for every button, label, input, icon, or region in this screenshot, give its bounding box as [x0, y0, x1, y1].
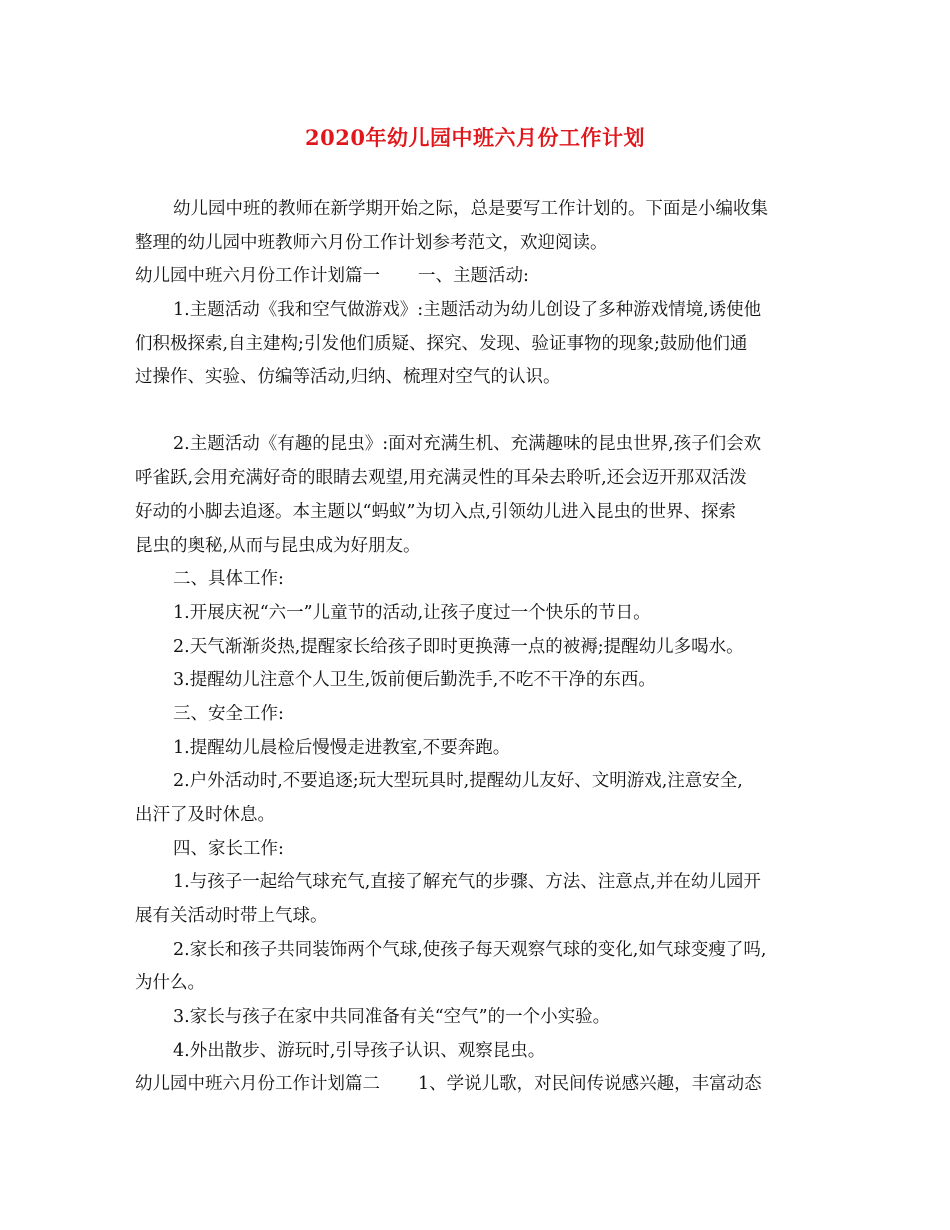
parents-item-1-line-1: 1.与孩子一起给气球充气,直接了解充气的步骤、方法、注意点,并在幼儿园开	[173, 872, 761, 892]
part2-first-item: 1、学说儿歌，对民间传说感兴趣，丰富动态	[418, 1074, 762, 1094]
parents-heading: 四、家长工作:	[173, 839, 284, 859]
part1-heading: 幼儿园中班六月份工作计划篇一	[135, 266, 380, 286]
section-heading-part1	[135, 265, 529, 287]
theme2-line-2: 呼雀跃,会用充满好奇的眼睛去观望,用充满灵性的耳朵去聆听,还会迈开那双活泼	[135, 468, 747, 488]
parents-item-1-line-2: 展有关活动时带上气球。	[135, 906, 328, 926]
theme1-line-2: 们积极探索,自主建构;引发他们质疑、探究、发现、验证事物的现象;鼓励他们通	[135, 334, 748, 354]
theme1-line-1: 1.主题活动《我和空气做游戏》:主题活动为幼儿创设了多种游戏情境,诱使他	[173, 300, 762, 320]
parents-item-2-line-2: 为什么。	[135, 973, 205, 993]
work-heading: 二、具体工作:	[173, 569, 284, 589]
work-item-1: 1.开展庆祝“六一”儿童节的活动,让孩子度过一个快乐的节日。	[173, 603, 651, 623]
safety-item-1: 1.提醒幼儿晨检后慢慢走进教室,不要奔跑。	[173, 738, 511, 758]
part1-first-item: 一、主题活动:	[418, 266, 529, 286]
intro-line-2: 整理的幼儿园中班教师六月份工作计划参考范文，欢迎阅读。	[135, 233, 608, 253]
theme2-line-4: 昆虫的奥秘,从而与昆虫成为好朋友。	[135, 536, 421, 556]
part2-heading: 幼儿园中班六月份工作计划篇二	[135, 1074, 380, 1094]
work-item-3: 3.提醒幼儿注意个人卫生,饭前便后勤洗手,不吃不干净的东西。	[173, 670, 656, 690]
safety-item-2-line-1: 2.户外活动时,不要追逐;玩大型玩具时,提醒幼儿友好、文明游戏,注意安全,	[173, 771, 743, 791]
safety-item-2-line-2: 出汗了及时休息。	[135, 805, 275, 825]
parents-item-2-line-1: 2.家长和孩子共同装饰两个气球,使孩子每天观察气球的变化,如气球变瘦了吗,	[173, 940, 767, 960]
parents-item-3: 3.家长与孩子在家中共同准备有关“空气”的一个小实验。	[173, 1007, 611, 1027]
parents-item-4: 4.外出散步、游玩时,引导孩子认识、观察昆虫。	[173, 1041, 546, 1061]
safety-heading: 三、安全工作:	[173, 704, 284, 724]
theme2-line-1: 2.主题活动《有趣的昆虫》:面对充满生机、充满趣味的昆虫世界,孩子们会欢	[173, 434, 762, 454]
document-title: 2020年幼儿园中班六月份工作计划	[305, 125, 645, 150]
work-item-2: 2.天气渐渐炎热,提醒家长给孩子即时更换薄一点的被褥;提醒幼儿多喝水。	[173, 637, 744, 657]
theme1-line-3: 过操作、实验、仿编等活动,归纳、梳理对空气的认识。	[135, 367, 561, 387]
section-heading-part2	[135, 1073, 762, 1095]
theme2-line-3: 好动的小脚去追逐。本主题以“蚂蚁”为切入点,引领幼儿进入昆虫的世界、探索	[135, 502, 736, 522]
intro-line-1: 幼儿园中班的教师在新学期开始之际，总是要写工作计划的。下面是小编收集	[173, 199, 768, 219]
